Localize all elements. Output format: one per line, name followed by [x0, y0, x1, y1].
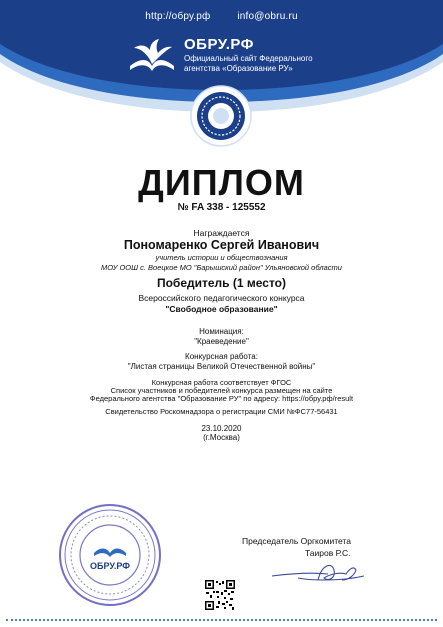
logo-title: ОБРУ.РФ: [184, 36, 254, 53]
issue-city: (г.Москва): [203, 433, 240, 442]
chair-role: Председатель Оргкомитета: [242, 536, 351, 546]
fgos-note: Конкурсная работа соответствует ФГОС: [151, 378, 292, 387]
work-label: Конкурсная работа:: [185, 352, 258, 361]
stamp-seal: [58, 503, 162, 607]
list-note: Список участников и победителей конкурса размещен на сайте: [110, 386, 333, 395]
diploma-number: № FA 338 - 125552: [177, 202, 266, 213]
email-link[interactable]: info@obru.ru: [237, 11, 298, 22]
handwritten-signature: [268, 556, 368, 586]
list-note: Федерального агентства "Образование РУ" по адресу: https://обру.рф/result: [89, 394, 354, 403]
work-value: "Листая страницы Великой Отечественной войны": [127, 362, 316, 371]
recipient-school: МОУ ООШ с. Воецкое МО "Барышский район" Ульяновской области: [101, 263, 342, 272]
logo: [126, 36, 326, 76]
logo-subtitle-line: агентства «Образование РУ»: [184, 63, 293, 73]
contest-name: "Свободное образование": [165, 304, 278, 314]
diploma-title: ДИПЛОМ: [138, 162, 305, 203]
logo-subtitle-line: Официальный сайт Федерального: [184, 54, 313, 63]
logo-subtitle: [184, 54, 334, 73]
recipient-position: учитель истории и обществознания: [155, 253, 288, 262]
nomination-label: Номинация:: [199, 327, 244, 336]
chair-name: Таиров Р.С.: [305, 548, 351, 558]
stamp-center-text: ОБРУ.РФ: [90, 561, 130, 571]
site-link[interactable]: http://обру.рф: [145, 11, 211, 22]
place-award: Победитель (1 место): [156, 276, 287, 290]
qr-code-icon: [204, 579, 236, 611]
book-bird-icon: [126, 36, 178, 74]
recipient-name: Пономаренко Сергей Иванович: [123, 238, 320, 252]
header-contacts: [0, 11, 443, 22]
contest-line: Всероссийского педагогического конкурса: [138, 293, 305, 303]
bottom-border: [6, 615, 437, 621]
laurel-medal-icon: [190, 85, 252, 147]
nomination-value: "Краеведение": [194, 337, 249, 346]
issue-date: 23.10.2020: [201, 424, 242, 433]
awarded-label: Награждается: [193, 228, 250, 238]
certificate-note: Свидетельство Роскомнадзора о регистрации СМИ №ФС77-56431: [105, 407, 338, 416]
